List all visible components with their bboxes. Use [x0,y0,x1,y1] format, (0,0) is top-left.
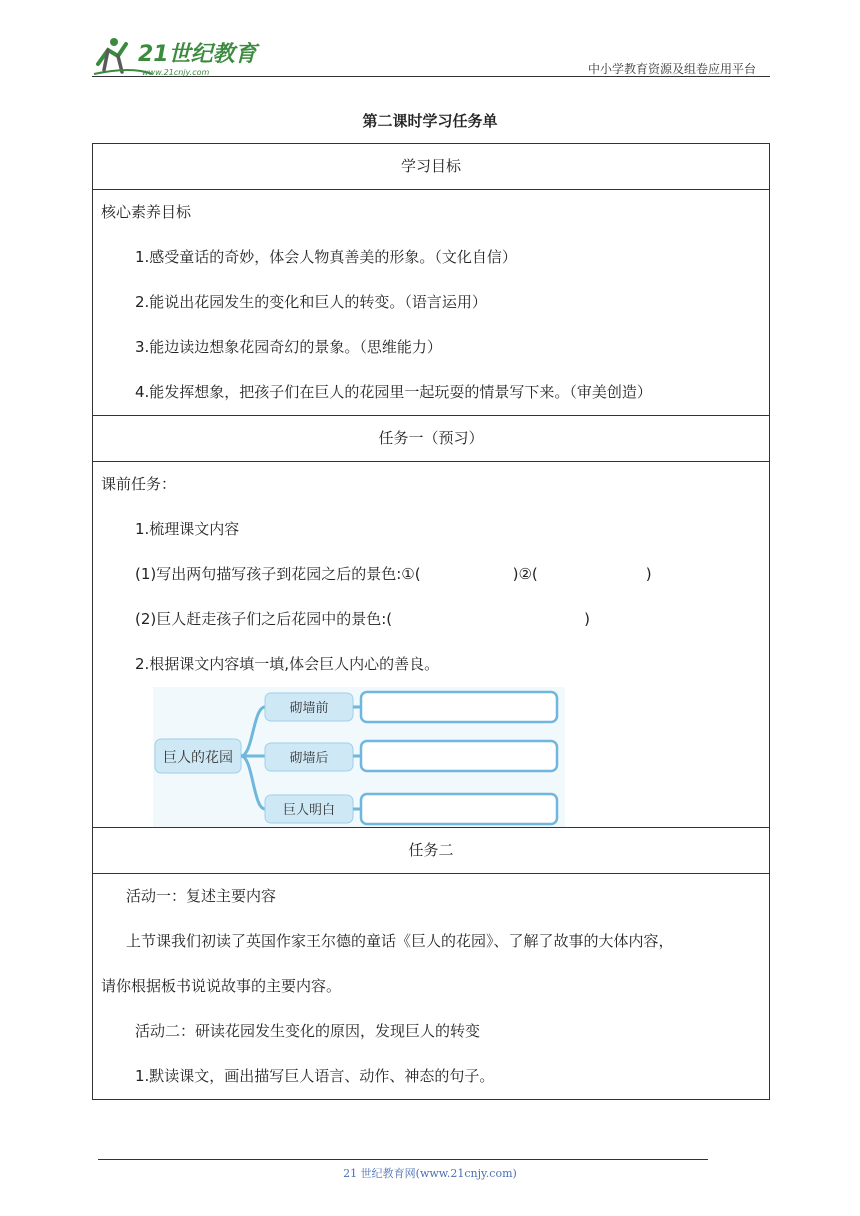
q2-part-a: (2)巨人赶走孩子们之后花园中的景色:( [135,610,393,628]
branch-label-2: 砌墙后 [289,751,329,766]
logo [92,34,262,78]
logo-url-text: www.21cnjy.com [142,68,210,77]
mind-map-svg [153,687,613,827]
branch-label-1: 砌墙前 [289,701,329,716]
goals-heading: 学习目标 [93,144,769,190]
q1-part-c: ) [645,565,652,583]
task1-question-2 [93,597,769,642]
task1-body [93,462,769,828]
task-sheet-table [92,143,770,1100]
answer-box-1[interactable] [361,692,557,722]
q2-part-b: ) [584,610,591,628]
logo-main-text: 21世纪教育 [138,42,257,67]
activity-1: 活动一：复述主要内容 [126,887,277,905]
goal-item-2: 2.能说出花园发生的变化和巨人的转变。（语言运用） [135,293,487,311]
paragraph-1-line-1: 上节课我们初读了英国作家王尔德的童话《巨人的花园》、了解了故事的大体内容， [126,932,674,950]
q1-part-a: (1)写出两句描写孩子到花园之后的景色:①( [135,565,421,583]
page-footer: 21 世纪教育网(www.21cnjy.com) [343,1167,517,1180]
page-header [92,28,770,78]
q1-part-b: )②( [512,565,538,583]
task1-question-1 [93,552,769,597]
task2-body [93,874,769,1099]
paragraph-1-line-2: 请你根据板书说说故事的主要内容。 [101,977,342,995]
task1-label: 课前任务： [101,475,177,493]
branch-label-3: 巨人明白 [282,803,336,818]
footer-divider [98,1159,708,1160]
answer-box-2[interactable] [361,741,557,771]
task1-heading: 任务一（预习） [93,416,769,462]
goal-item-4: 4.能发挥想象，把孩子们在巨人的花园里一起玩耍的情景写下来。（审美创造） [135,383,652,401]
answer-box-3[interactable] [361,794,557,824]
task2-item-1: 1.默读课文，画出描写巨人语言、动作、神态的句子。 [135,1067,495,1085]
header-divider [92,76,770,77]
goals-body [93,190,769,416]
platform-name: 中小学教育资源及组卷应用平台 [587,62,756,76]
activity-2: 活动二：研读花园发生变化的原因，发现巨人的转变 [135,1022,481,1040]
goal-item-3: 3.能边读边想象花园奇幻的景象。（思维能力） [135,338,442,356]
task2-heading: 任务二 [93,828,769,874]
mind-map [93,687,769,827]
task1-sub1: 1.梳理课文内容 [135,520,240,538]
mind-map-root: 巨人的花园 [163,750,233,766]
task1-sub2: 2.根据课文内容填一填,体会巨人内心的善良。 [135,655,440,673]
document-title: 第二课时学习任务单 [362,112,498,130]
goal-item-1: 1.感受童话的奇妙，体会人物真善美的形象。（文化自信） [135,248,517,266]
goals-label: 核心素养目标 [101,203,192,221]
